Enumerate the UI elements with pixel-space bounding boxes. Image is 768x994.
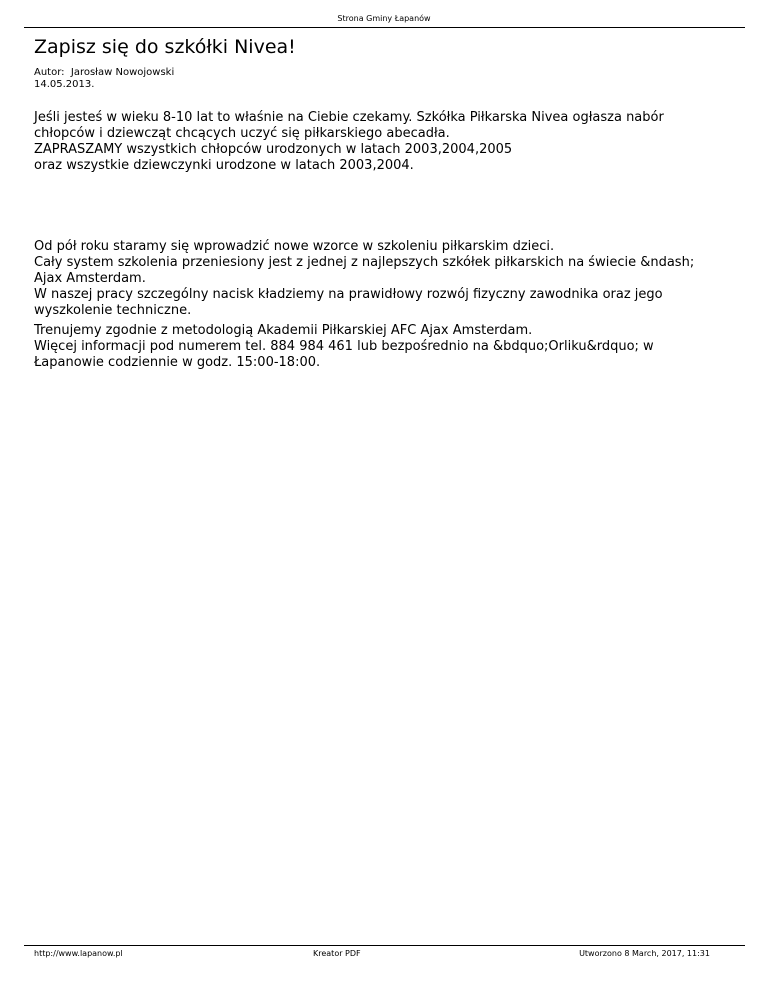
- footer-divider: [24, 945, 745, 946]
- paragraph-contact-info: [34, 323, 714, 371]
- paragraph-line: Więcej informacji pod numerem tel. 884 984 461 lub bezpośrednio na &bdquo;Orliku&rdquo; w: [34, 339, 654, 354]
- paragraph-registration: [34, 110, 714, 174]
- paragraph-line: wyszkolenie techniczne.: [34, 303, 192, 318]
- paragraph-line: Trenujemy zgodnie z metodologią Akademii Piłkarskiej AFC Ajax Amsterdam.: [34, 323, 533, 338]
- footer-url: http://www.lapanow.pl: [34, 949, 123, 958]
- paragraph-line: W naszej pracy szczególny nacisk kładziemy na prawidłowy rozwój fizyczny zawodnika oraz jego: [34, 287, 663, 302]
- footer-generator: Kreator PDF: [313, 949, 361, 958]
- author-line: Autor: Jarosław Nowojowski: [34, 67, 175, 78]
- paragraph-line: Cały system szkolenia przeniesiony jest z jednej z najlepszych szkółek piłkarskich na świecie &ndash;: [34, 255, 695, 270]
- header-divider: [24, 27, 745, 28]
- article-title: Zapisz się do szkółki Nivea!: [34, 36, 296, 58]
- paragraph-line: ZAPRASZAMY wszystkich chłopców urodzonych w latach 2003,2004,2005: [34, 142, 513, 157]
- site-title: Strona Gminy Łapanów: [337, 14, 431, 23]
- paragraph-line: Ajax Amsterdam.: [34, 271, 146, 286]
- paragraph-training-system: [34, 239, 714, 319]
- footer-created-date: Utworzono 8 March, 2017, 11:31: [579, 949, 710, 958]
- article-meta: [34, 67, 174, 91]
- paragraph-line: oraz wszystkie dziewczynki urodzone w latach 2003,2004.: [34, 158, 414, 173]
- paragraph-line: Łapanowie codziennie w godz. 15:00-18:00.: [34, 355, 321, 370]
- paragraph-line: Jeśli jesteś w wieku 8-10 lat to właśnie na Ciebie czekamy. Szkółka Piłkarska Nivea ogłasza nabór: [34, 110, 664, 125]
- paragraph-line: chłopców i dziewcząt chcących uczyć się piłkarskiego abecadła.: [34, 126, 450, 141]
- article-date: 14.05.2013.: [34, 79, 95, 90]
- paragraph-line: Od pół roku staramy się wprowadzić nowe wzorce w szkoleniu piłkarskim dzieci.: [34, 239, 555, 254]
